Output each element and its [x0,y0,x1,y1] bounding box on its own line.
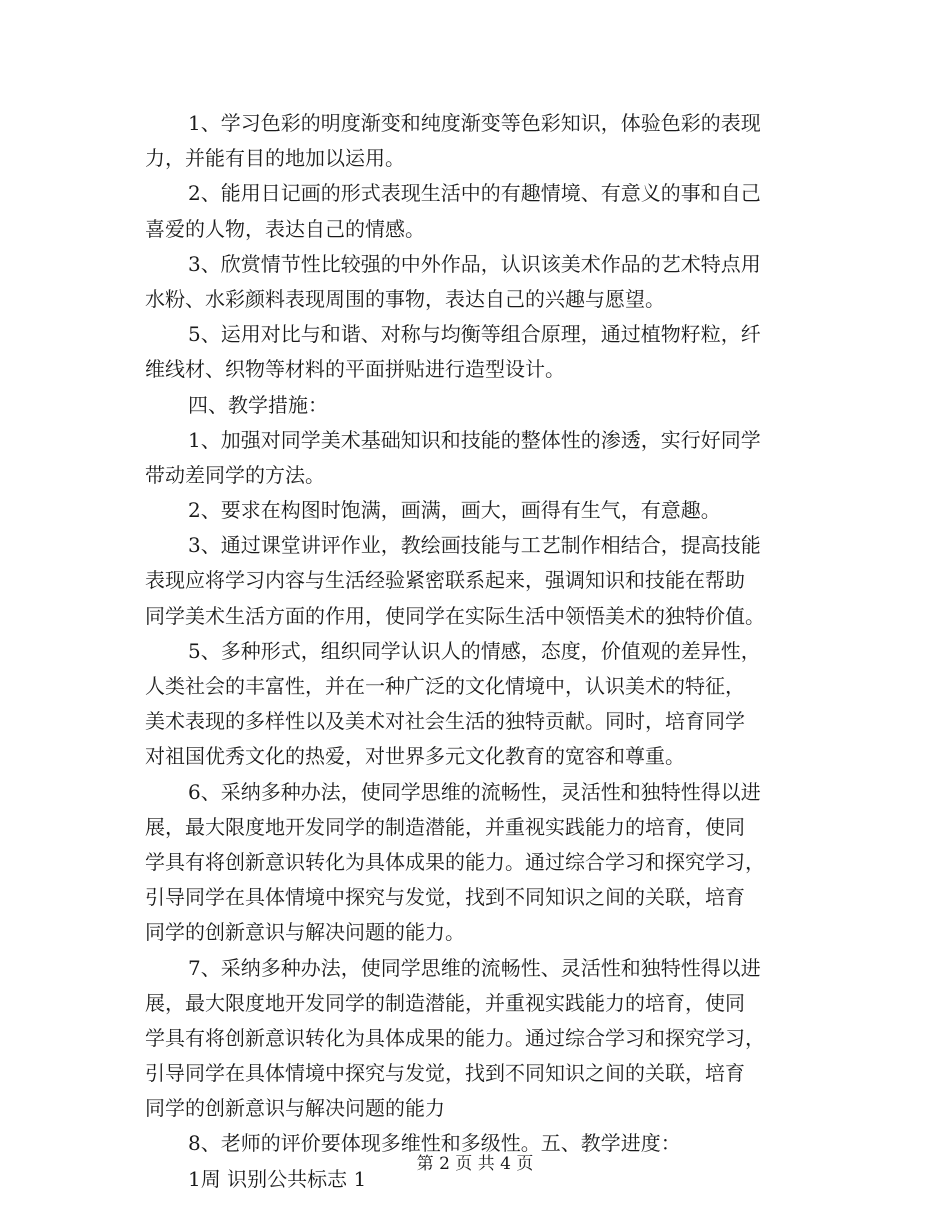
text-line: 1、加强对同学美术基础知识和技能的整体性的渗透，实行好同学 [188,427,761,452]
text-line: 5、多种形式，组织同学认识人的情感，态度，价值观的差异性， [188,638,761,663]
text-line: 1周 识别公共标志 1 [188,1166,367,1191]
text-line: 3、通过课堂讲评作业，教绘画技能与工艺制作相结合，提高技能 [188,533,761,558]
text-line: 人类社会的丰富性，并在一种广泛的文化情境中，认识美术的特征， [145,674,745,698]
text-line: 喜爱的人物，表达自己的情感。 [145,216,425,241]
text-line: 引导同学在具体情境中探究与发觉，找到不同知识之间的关联，培育 [145,1061,745,1086]
text-line: 对祖国优秀文化的热爱，对世界多元文化教育的宽容和尊重。 [145,744,685,769]
text-line: 引导同学在具体情境中探究与发觉，找到不同知识之间的关联，培育 [145,885,745,910]
text-line: 3、欣赏情节性比较强的中外作品，认识该美术作品的艺术特点用 [188,251,761,276]
text-line: 带动差同学的方法。 [145,462,325,487]
text-line: 2、能用日记画的形式表现生活中的有趣情境、有意义的事和自己 [188,181,761,206]
text-line: 表现应将学习内容与生活经验紧密联系起来，强调知识和技能在帮助 [145,568,745,593]
text-line: 同学的创新意识与解决问题的能力。 [145,920,465,945]
text-line: 7、采纳多种办法，使同学思维的流畅性、灵活性和独特性得以进 [188,955,761,980]
text-line: 2、要求在构图时饱满，画满，画大，画得有生气，有意趣。 [188,498,721,523]
text-line: 美术表现的多样性以及美术对社会生活的独特贡献。同时，培育同学 [145,709,745,734]
text-line: 学具有将创新意识转化为具体成果的能力。通过综合学习和探究学习， [145,1025,765,1050]
text-line: 学具有将创新意识转化为具体成果的能力。通过综合学习和探究学习， [145,849,765,874]
text-line: 力，并能有目的地加以运用。 [145,146,405,171]
page-footer: 第 2 页 共 4 页 [416,1154,534,1174]
text-line: 5、运用对比与和谐、对称与均衡等组合原理，通过植物籽粒，纤 [188,322,761,347]
text-line: 四、教学措施： [188,392,328,417]
text-line: 展，最大限度地开发同学的制造潜能，并重视实践能力的培育，使同 [145,990,745,1015]
text-line: 同学的创新意识与解决问题的能力 [145,1096,445,1121]
text-line: 展，最大限度地开发同学的制造潜能，并重视实践能力的培育，使同 [145,814,745,839]
text-line: 维线材、织物等材料的平面拼贴进行造型设计。 [145,357,565,382]
text-line: 1、学习色彩的明度渐变和纯度渐变等色彩知识，体验色彩的表现 [188,111,761,135]
text-line: 同学美术生活方面的作用，使同学在实际生活中领悟美术的独特价值。 [145,603,765,628]
document-body [145,106,810,1197]
text-line: 6、采纳多种办法，使同学思维的流畅性，灵活性和独特性得以进 [188,779,761,804]
text-line: 水粉、水彩颜料表现周围的事物，表达自己的兴趣与愿望。 [145,286,665,311]
text-line: 8、老师的评价要体现多维性和多级性。五、教学进度： [188,1131,681,1156]
